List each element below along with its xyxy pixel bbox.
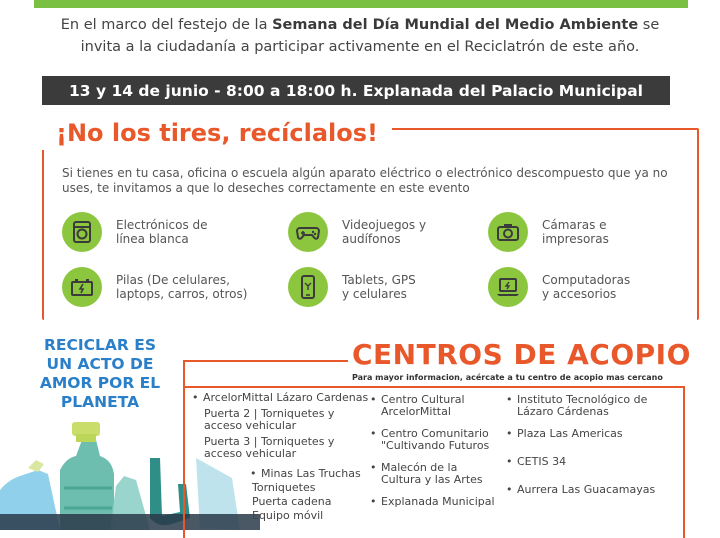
list-item: • Instituto Tecnológico de Lázaro Cárdenas: [506, 394, 676, 418]
camera-icon: [488, 212, 528, 252]
category-label: Cámaras e impresoras: [542, 218, 609, 246]
list-item: • Aurrera Las Guacamayas: [506, 484, 676, 496]
gamepad-icon: [288, 212, 328, 252]
category-batteries: [62, 267, 247, 307]
list-item: • ArcelorMittal Lázaro Cardenas: [192, 392, 372, 404]
category-label: Tablets, GPS y celulares: [342, 273, 416, 301]
category-videogames: [288, 212, 426, 252]
recycle-title: ¡No los tires, recíclalos!: [56, 119, 378, 147]
list-item: • Explanada Municipal: [370, 496, 495, 508]
list-subitem: Puerta 2 | Torniquetes y acceso vehicular: [204, 407, 335, 432]
intro-line-1: En el marco del festejo de la Semana del Día Mundial del Medio Ambiente se: [60, 17, 660, 33]
centros-subtitle: Para mayor informacion, acércate a tu centro de acopio mas cercano: [352, 373, 663, 382]
category-cameras: [488, 212, 609, 252]
list-item: • Minas Las Truchas: [250, 468, 372, 480]
laptop-icon: [488, 267, 528, 307]
washing-machine-icon: [62, 212, 102, 252]
top-green-bar: [34, 0, 688, 8]
intro-text: [0, 14, 720, 58]
smartphone-icon: [288, 267, 328, 307]
intro-highlight: Semana del Día Mundial del Medio Ambiente: [272, 17, 639, 33]
centros-column-2: [370, 394, 495, 518]
list-item: • Malecón de la Cultura y las Artes: [370, 462, 495, 486]
list-subitem: Puerta cadena: [252, 495, 332, 508]
category-tablets: [288, 267, 416, 307]
frame-decoration: [183, 360, 348, 362]
recycle-text: Si tienes en tu casa, oficina o escuela algún aparato eléctrico o electrónico descompuesto que ya no uses, te invitamos a que lo deseches correctamente en este evento: [62, 166, 668, 195]
date-banner: 13 y 14 de junio - 8:00 a 18:00 h. Explanada del Palacio Municipal: [42, 76, 670, 105]
category-label: Pilas (De celulares, laptops, carros, otros): [116, 273, 248, 301]
centros-column-3: [506, 394, 676, 506]
battery-icon: [62, 267, 102, 307]
slogan: RECICLAR ES UN ACTO DE AMOR POR EL PLANETA: [39, 336, 161, 411]
category-label: Videojuegos y audífonos: [342, 218, 427, 246]
frame-decoration: [183, 360, 185, 388]
category-label: Electrónicos de línea blanca: [116, 218, 208, 246]
category-computers: [488, 267, 630, 307]
intro-line-2: invita a la ciudadanía a participar activamente en el Reciclatrón de este año.: [80, 39, 640, 55]
centros-title: CENTROS DE ACOPIO: [352, 338, 691, 371]
category-label: Computadoras y accesorios: [542, 273, 631, 301]
list-subitem: Equipo móvil: [252, 509, 324, 522]
category-white-goods: [62, 212, 208, 252]
list-item: • Plaza Las Americas: [506, 428, 676, 440]
list-subitem: Puerta 3 | Torniquetes y acceso vehicular: [204, 435, 335, 460]
list-subitem: Torniquetes: [252, 481, 316, 494]
centros-column-1: [192, 392, 372, 526]
list-item: • Centro Cultural ArcelorMittal: [370, 394, 495, 418]
list-item: • Centro Comunitario "Cultivando Futuros: [370, 428, 495, 452]
list-item: • CETIS 34: [506, 456, 676, 468]
recycle-title-wrap: [42, 116, 392, 150]
